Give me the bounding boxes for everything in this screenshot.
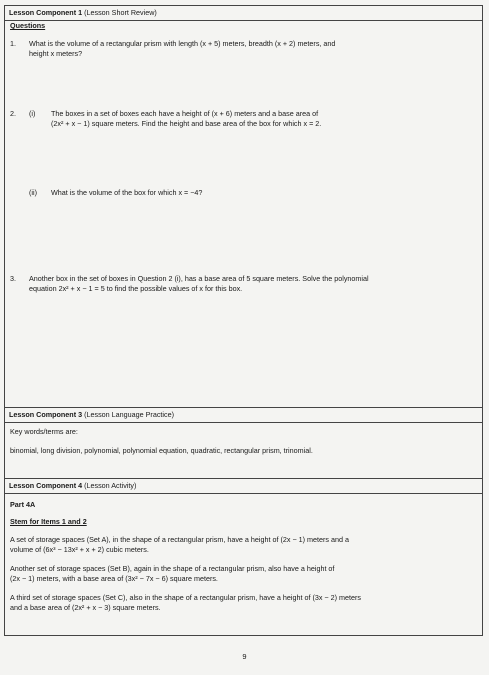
q2i-line-1: The boxes in a set of boxes each have a height of (x + 6) meters and a base area of — [51, 109, 319, 118]
paragraph-set-a — [10, 535, 474, 554]
stem-heading: Stem for Items 1 and 2 — [10, 517, 87, 526]
component-3-subtitle: (Lesson Language Practice) — [84, 410, 174, 419]
q2ii-line-1: What is the volume of the box for which x = −4? — [51, 188, 203, 197]
question-1 — [29, 39, 474, 58]
component-3-title: Lesson Component 3 — [9, 410, 83, 419]
question-2i — [51, 109, 474, 128]
lesson-component-1-header — [5, 6, 482, 21]
part-label: Part 4A — [10, 500, 36, 509]
paragraph-set-b — [10, 564, 474, 583]
keywords-label: Key words/terms are: — [10, 427, 78, 436]
questions-heading: Questions — [10, 21, 46, 30]
q3-line-1: Another box in the set of boxes in Question 2 (i), has a base area of 5 square meters. Solve the polynomial — [29, 274, 369, 283]
set-c-line-2: and a base area of (2x² + x − 3) square meters. — [10, 602, 161, 612]
paragraph-set-c — [10, 593, 474, 612]
q3-number: 3. — [10, 274, 16, 283]
component-1-title: Lesson Component 1 — [9, 8, 83, 17]
q2-number: 2. — [10, 109, 16, 118]
set-a-line-1: A set of storage spaces (Set A), in the shape of a rectangular prism, have a height of (2x − 1) meters and a — [10, 535, 349, 544]
set-b-line-2: (2x − 1) meters, with a base area of (3x² − 7x − 6) square meters. — [10, 573, 218, 583]
component-4-title: Lesson Component 4 — [9, 481, 83, 490]
q1-line-1: What is the volume of a rectangular prism with length (x + 5) meters, breadth (x + 2) meters, and — [29, 39, 336, 48]
lesson-component-4-header — [5, 479, 482, 494]
lesson-component-4-box — [4, 478, 483, 636]
component-4-subtitle: (Lesson Activity) — [84, 481, 137, 490]
page-number: 9 — [242, 652, 247, 661]
set-b-line-1: Another set of storage spaces (Set B), again in the shape of a rectangular prism, also have a height of — [10, 564, 335, 573]
q2ii-label: (ii) — [29, 188, 37, 197]
lesson-component-1-box — [4, 5, 483, 408]
lesson-component-3-header — [5, 408, 482, 423]
q3-line-2: equation 2x² + x − 1 = 5 to find the possible values of x for this box. — [29, 283, 243, 293]
question-3 — [29, 274, 474, 293]
component-1-subtitle: (Lesson Short Review) — [84, 8, 157, 17]
q1-number: 1. — [10, 39, 16, 48]
q2i-label: (i) — [29, 109, 36, 118]
keywords-list: binomial, long division, polynomial, polynomial equation, quadratic, rectangular prism, trinomial. — [10, 446, 313, 455]
set-a-line-2: volume of (6x³ − 13x² + x + 2) cubic meters. — [10, 544, 149, 554]
lesson-component-3-box — [4, 407, 483, 479]
q1-line-2: height x meters? — [29, 48, 83, 58]
set-c-line-1: A third set of storage spaces (Set C), also in the shape of a rectangular prism, have a height of (3x − 2) meters — [10, 593, 361, 602]
q2i-line-2: (2x² + x − 1) square meters. Find the height and base area of the box for which x = 2. — [51, 118, 322, 128]
